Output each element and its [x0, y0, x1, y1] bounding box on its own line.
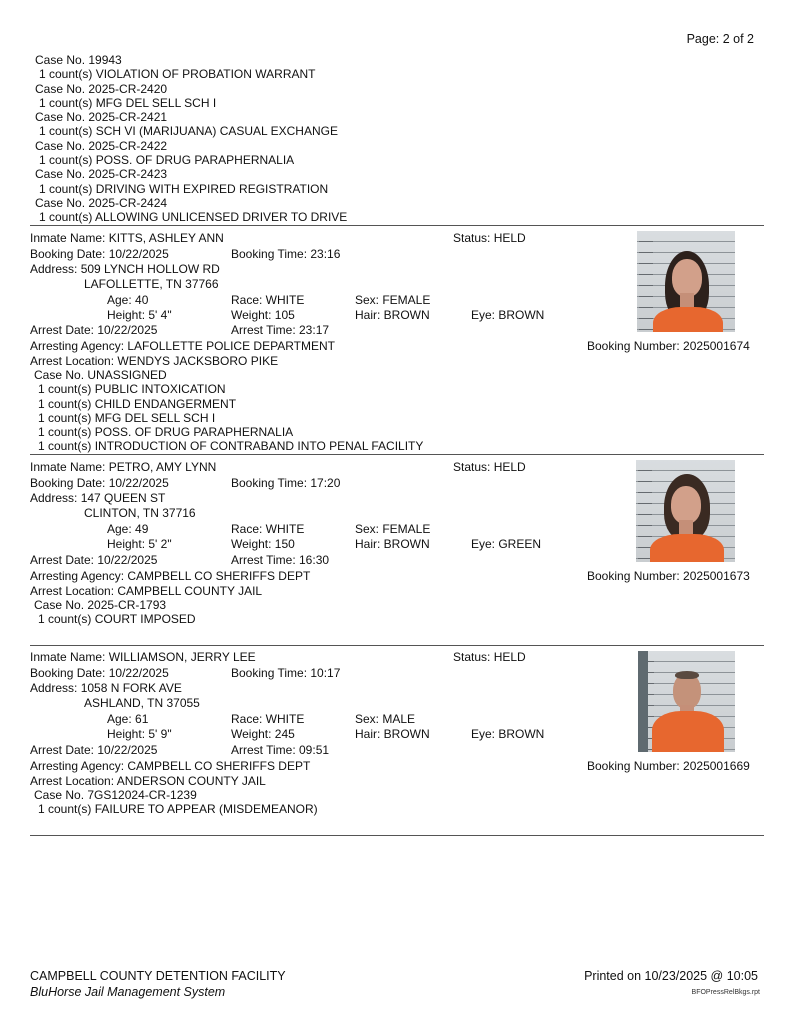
inmate-name: Inmate Name: KITTS, ASHLEY ANN [30, 231, 224, 245]
charge: 1 count(s) PUBLIC INTOXICATION [38, 382, 226, 397]
charge: 1 count(s) MFG DEL SELL SCH I [38, 410, 216, 425]
charge: 1 count(s) CHILD ENDANGERMENT [38, 396, 237, 411]
case-number: Case No. UNASSIGNED [34, 368, 167, 382]
status: Status: HELD [453, 650, 526, 664]
arrest-location: Arrest Location: ANDERSON COUNTY JAIL [30, 774, 266, 788]
address-line: Address: 1058 N FORK AVE [30, 681, 182, 695]
case-number: Case No. 2025-CR-2423 [35, 167, 168, 182]
booking-number: Booking Number: 2025001673 [587, 569, 750, 583]
case-number: Case No. 2025-CR-2424 [35, 195, 168, 210]
charge: 1 count(s) POSS. OF DRUG PARAPHERNALIA [39, 153, 295, 168]
arrest-time: Arrest Time: 16:30 [231, 553, 330, 567]
booking-date: Booking Date: 10/22/2025 [30, 247, 169, 261]
sex: Sex: FEMALE [355, 293, 431, 307]
page-number: Page: 2 of 2 [686, 32, 754, 46]
arresting-agency: Arresting Agency: LAFOLLETTE POLICE DEPARTMENT [30, 339, 335, 353]
case-list [34, 598, 196, 627]
previous-record-cases [35, 53, 347, 225]
age: Age: 49 [107, 522, 149, 536]
inmate-name: Inmate Name: WILLIAMSON, JERRY LEE [30, 650, 256, 664]
arrest-date: Arrest Date: 10/22/2025 [30, 323, 158, 337]
charge: 1 count(s) ALLOWING UNLICENSED DRIVER TO DRIVE [39, 210, 348, 225]
booking-time: Booking Time: 23:16 [231, 247, 341, 261]
booking-number: Booking Number: 2025001669 [587, 759, 750, 773]
charge: 1 count(s) DRIVING WITH EXPIRED REGISTRATION [39, 181, 329, 196]
case-number: Case No. 2025-CR-2422 [35, 138, 168, 153]
booking-time: Booking Time: 17:20 [231, 476, 341, 490]
address-line: Address: 147 QUEEN ST [30, 491, 166, 505]
age: Age: 40 [107, 293, 149, 307]
report-id: BFOPressRelBkgs.rpt [691, 989, 760, 996]
inmate-record-kitts [30, 229, 764, 455]
record-divider [30, 225, 764, 226]
record-divider [30, 454, 764, 455]
case-number: Case No. 19943 [35, 53, 122, 67]
record-divider [30, 835, 764, 836]
height: Height: 5' 9" [107, 727, 172, 741]
eye-color: Eye: BROWN [471, 308, 545, 322]
status: Status: HELD [453, 231, 526, 245]
eye-color: Eye: BROWN [471, 727, 545, 741]
arresting-agency: Arresting Agency: CAMPBELL CO SHERIFFS DEPT [30, 569, 311, 583]
inmate-record-williamson [30, 649, 764, 835]
booking-time: Booking Time: 10:17 [231, 666, 341, 680]
height: Height: 5' 2" [107, 537, 172, 551]
charge: 1 count(s) SCH VI (MARIJUANA) CASUAL EXCHANGE [39, 124, 338, 139]
arrest-location: Arrest Location: CAMPBELL COUNTY JAIL [30, 584, 263, 598]
case-number: Case No. 2025-CR-1793 [34, 598, 167, 612]
charge: 1 count(s) VIOLATION OF PROBATION WARRANT [39, 67, 316, 82]
weight: Weight: 150 [231, 537, 295, 551]
hair-color: Hair: BROWN [355, 727, 430, 741]
eye-color: Eye: GREEN [471, 537, 542, 551]
charge: 1 count(s) POSS. OF DRUG PARAPHERNALIA [38, 425, 294, 440]
address-city: ASHLAND, TN 37055 [84, 696, 200, 710]
address-city: LAFOLLETTE, TN 37766 [84, 277, 219, 291]
case-number: Case No. 7GS12024-CR-1239 [34, 788, 197, 802]
weight: Weight: 245 [231, 727, 295, 741]
sex: Sex: MALE [355, 712, 416, 726]
booking-date: Booking Date: 10/22/2025 [30, 476, 169, 490]
height: Height: 5' 4" [107, 308, 172, 322]
system-name: BluHorse Jail Management System [30, 985, 226, 999]
case-list [34, 368, 423, 454]
charge: 1 count(s) COURT IMPOSED [38, 612, 196, 627]
charge: 1 count(s) INTRODUCTION OF CONTRABAND INTO PENAL FACILITY [38, 439, 424, 454]
race: Race: WHITE [231, 293, 305, 307]
arrest-time: Arrest Time: 23:17 [231, 323, 330, 337]
arrest-time: Arrest Time: 09:51 [231, 743, 330, 757]
booking-date: Booking Date: 10/22/2025 [30, 666, 169, 680]
hair-color: Hair: BROWN [355, 308, 430, 322]
case-number: Case No. 2025-CR-2421 [35, 110, 168, 125]
case-list [34, 788, 318, 817]
address-line: Address: 509 LYNCH HOLLOW RD [30, 262, 220, 276]
arresting-agency: Arresting Agency: CAMPBELL CO SHERIFFS DEPT [30, 759, 311, 773]
mugshot-photo [637, 231, 735, 332]
facility-name: CAMPBELL COUNTY DETENTION FACILITY [30, 969, 286, 983]
race: Race: WHITE [231, 522, 305, 536]
inmate-name: Inmate Name: PETRO, AMY LYNN [30, 460, 217, 474]
record-divider [30, 645, 764, 646]
printed-timestamp: Printed on 10/23/2025 @ 10:05 [584, 969, 758, 983]
inmate-record-petro [30, 459, 764, 645]
arrest-date: Arrest Date: 10/22/2025 [30, 743, 158, 757]
mugshot-photo [638, 651, 735, 752]
mugshot-photo [636, 460, 735, 562]
status: Status: HELD [453, 460, 526, 474]
sex: Sex: FEMALE [355, 522, 431, 536]
case-number: Case No. 2025-CR-2420 [35, 81, 168, 96]
race: Race: WHITE [231, 712, 305, 726]
age: Age: 61 [107, 712, 149, 726]
hair-color: Hair: BROWN [355, 537, 430, 551]
charge: 1 count(s) MFG DEL SELL SCH I [39, 95, 217, 110]
weight: Weight: 105 [231, 308, 295, 322]
charge: 1 count(s) FAILURE TO APPEAR (MISDEMEANOR) [38, 802, 318, 817]
address-city: CLINTON, TN 37716 [84, 506, 196, 520]
booking-number: Booking Number: 2025001674 [587, 339, 750, 353]
arrest-date: Arrest Date: 10/22/2025 [30, 553, 158, 567]
arrest-location: Arrest Location: WENDYS JACKSBORO PIKE [30, 354, 279, 368]
